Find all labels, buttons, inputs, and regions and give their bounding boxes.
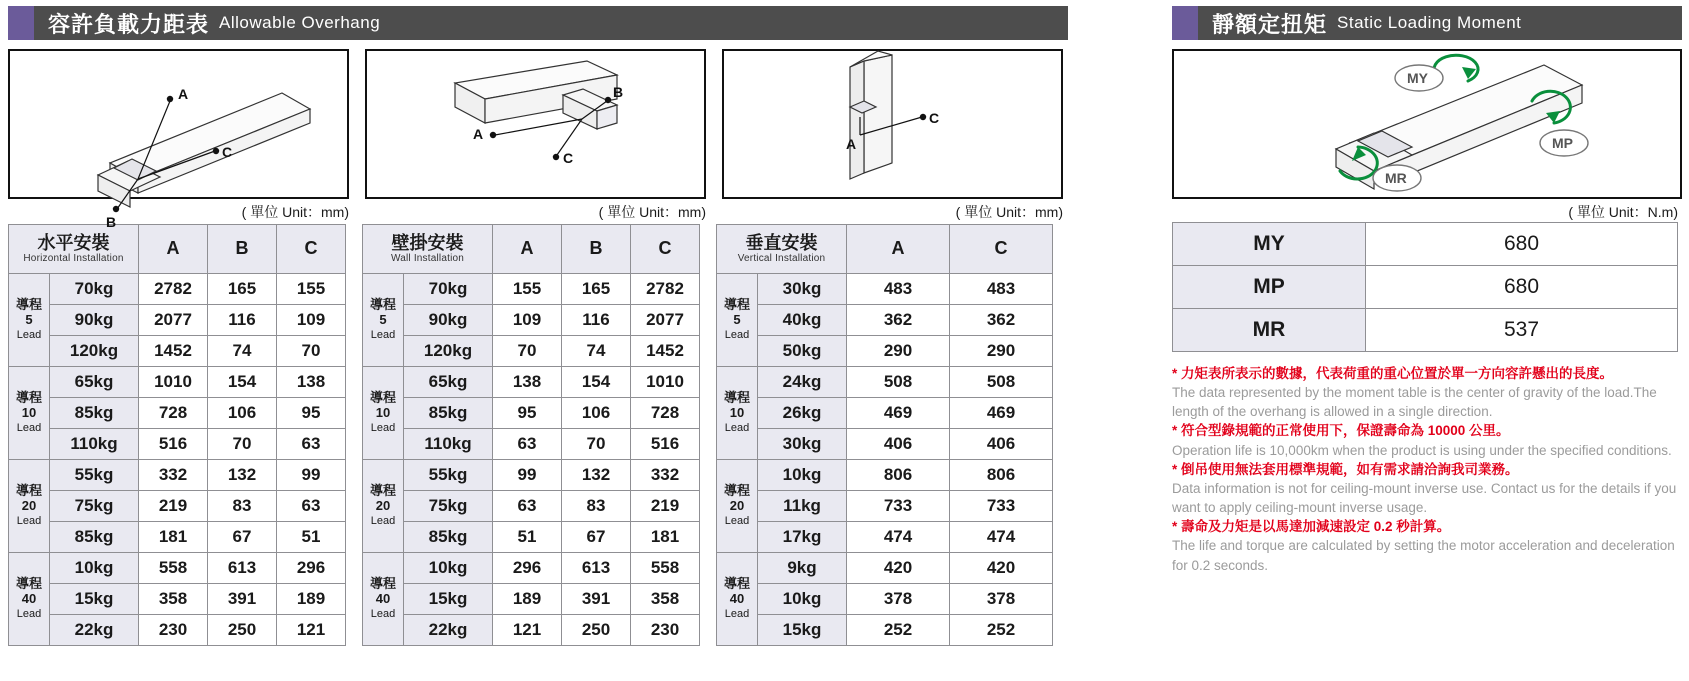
value-cell: 154: [208, 367, 277, 398]
load-cell: 90kg: [50, 305, 139, 336]
moment-value: 537: [1366, 309, 1678, 352]
lead-group-5: 導程 5 Lead: [363, 274, 404, 367]
header-accent-block-right: [1172, 6, 1198, 40]
table-title-cell: [9, 225, 139, 274]
note-cn: * 力矩表所表示的數據，代表荷重的重心位置於單一方向容許懸出的長度。: [1172, 366, 1614, 381]
load-cell: 55kg: [50, 460, 139, 491]
unit-label-wall: ( 單位 Unit：mm): [598, 204, 706, 220]
value-cell: 558: [139, 553, 208, 584]
value-cell: 362: [847, 305, 950, 336]
section-title-en-right: Static Loading Moment: [1337, 13, 1522, 32]
load-cell: 110kg: [50, 429, 139, 460]
note-cn: * 符合型錄規範的正常使用下，保證壽命為 10000 公里。: [1172, 423, 1510, 439]
lead-group-20: 導程 20 Lead: [9, 460, 50, 553]
value-cell: 469: [847, 398, 950, 429]
table-title-cn: 水平安裝: [37, 233, 110, 254]
table-row: [717, 398, 1053, 429]
table-row: [363, 305, 700, 336]
table-row: [9, 305, 346, 336]
note-en: The data represented by the moment table is the center of gravity of the load.The length of the overhang is allowed in a single direction.: [1172, 385, 1657, 420]
table-title-en: Horizontal Installation: [23, 252, 124, 264]
note-cn: * 壽命及力矩是以馬達加減速設定 0.2 秒計算。: [1172, 519, 1451, 535]
value-cell: 70: [493, 336, 562, 367]
load-cell: 85kg: [50, 522, 139, 553]
overhang-table-0: [8, 224, 346, 646]
value-cell: 420: [950, 553, 1053, 584]
svg-text:C: C: [222, 144, 233, 160]
load-cell: 11kg: [758, 491, 847, 522]
value-cell: 613: [562, 553, 631, 584]
value-cell: 109: [277, 305, 346, 336]
value-cell: 95: [493, 398, 562, 429]
table-row: [363, 553, 700, 584]
load-cell: 10kg: [758, 584, 847, 615]
table-row: [363, 491, 700, 522]
moment-row: [1173, 266, 1678, 309]
value-cell: 558: [631, 553, 700, 584]
table-row: [717, 429, 1053, 460]
note-cn: * 倒吊使用無法套用標準規範，如有需求請洽詢我司業務。: [1172, 461, 1519, 477]
table-row: [717, 553, 1053, 584]
value-cell: 121: [493, 615, 562, 646]
column-header-C: C: [950, 225, 1053, 274]
value-cell: 806: [847, 460, 950, 491]
notes-block: [1172, 364, 1678, 575]
table-row: [9, 367, 346, 398]
table-row: [717, 522, 1053, 553]
value-cell: 83: [562, 491, 631, 522]
section-title-cn-right: 靜額定扭矩: [1212, 11, 1328, 37]
table-row: [9, 615, 346, 646]
value-cell: 63: [493, 491, 562, 522]
table-row: [9, 274, 346, 305]
value-cell: 2782: [139, 274, 208, 305]
lead-group-5: 導程 5 Lead: [9, 274, 50, 367]
value-cell: 74: [208, 336, 277, 367]
value-cell: 67: [562, 522, 631, 553]
load-cell: 15kg: [404, 584, 493, 615]
moment-row: [1173, 309, 1678, 352]
table-row: [717, 274, 1053, 305]
table-row: [717, 615, 1053, 646]
value-cell: 138: [493, 367, 562, 398]
header-bar: [34, 6, 1068, 40]
value-cell: 332: [631, 460, 700, 491]
svg-text:B: B: [106, 214, 117, 230]
value-cell: 165: [562, 274, 631, 305]
table-row: [9, 460, 346, 491]
svg-text:MR: MR: [1385, 170, 1407, 186]
table-row: [9, 429, 346, 460]
load-cell: 24kg: [758, 367, 847, 398]
table-row: [363, 522, 700, 553]
value-cell: 116: [208, 305, 277, 336]
unit-label-moment: ( 單位 Unit：N.m): [1568, 204, 1678, 220]
value-cell: 63: [493, 429, 562, 460]
load-cell: 75kg: [404, 491, 493, 522]
table-title-cn: 壁掛安裝: [391, 233, 464, 254]
table-row: [363, 274, 700, 305]
value-cell: 483: [950, 274, 1053, 305]
value-cell: 474: [950, 522, 1053, 553]
svg-text:A: A: [178, 86, 189, 102]
table-row: [9, 553, 346, 584]
load-cell: 85kg: [404, 522, 493, 553]
value-cell: 378: [847, 584, 950, 615]
moment-value: 680: [1366, 266, 1678, 309]
moment-label: MR: [1173, 309, 1366, 352]
lead-group-5: 導程 5 Lead: [717, 274, 758, 367]
column-header-C: C: [631, 225, 700, 274]
load-cell: 70kg: [50, 274, 139, 305]
section-title-cn: 容許負載力距表: [48, 11, 210, 37]
value-cell: 290: [847, 336, 950, 367]
value-cell: 154: [562, 367, 631, 398]
value-cell: 51: [493, 522, 562, 553]
value-cell: 474: [847, 522, 950, 553]
static-moment-header: [1172, 6, 1682, 40]
value-cell: 2077: [139, 305, 208, 336]
value-cell: 132: [562, 460, 631, 491]
value-cell: 508: [950, 367, 1053, 398]
value-cell: 63: [277, 491, 346, 522]
note-en: The life and torque are calculated by setting the motor acceleration and deceleration for 0.2 seconds.: [1172, 538, 1675, 573]
value-cell: 728: [631, 398, 700, 429]
load-cell: 26kg: [758, 398, 847, 429]
load-cell: 65kg: [404, 367, 493, 398]
table-row: [9, 491, 346, 522]
value-cell: 51: [277, 522, 346, 553]
table-row: [9, 398, 346, 429]
value-cell: 99: [277, 460, 346, 491]
value-cell: 516: [139, 429, 208, 460]
value-cell: 733: [847, 491, 950, 522]
value-cell: 189: [493, 584, 562, 615]
load-cell: 10kg: [758, 460, 847, 491]
table-row: [717, 336, 1053, 367]
value-cell: 252: [847, 615, 950, 646]
value-cell: 83: [208, 491, 277, 522]
load-cell: 50kg: [758, 336, 847, 367]
header-accent-block: [8, 6, 34, 40]
load-cell: 70kg: [404, 274, 493, 305]
svg-text:A: A: [473, 126, 484, 142]
lead-group-20: 導程 20 Lead: [717, 460, 758, 553]
value-cell: 1452: [139, 336, 208, 367]
load-cell: 65kg: [50, 367, 139, 398]
moment-label: MY: [1173, 223, 1366, 266]
unit-label-row: [8, 199, 1068, 224]
value-cell: 106: [208, 398, 277, 429]
static-loading-moment-section: [1172, 6, 1682, 575]
svg-text:MY: MY: [1407, 70, 1428, 86]
moment-value: 680: [1366, 223, 1678, 266]
load-cell: 30kg: [758, 429, 847, 460]
column-header-B: B: [208, 225, 277, 274]
load-cell: 9kg: [758, 553, 847, 584]
value-cell: 469: [950, 398, 1053, 429]
table-row: [363, 615, 700, 646]
value-cell: 138: [277, 367, 346, 398]
load-cell: 40kg: [758, 305, 847, 336]
load-cell: 75kg: [50, 491, 139, 522]
table-row: [717, 367, 1053, 398]
value-cell: 358: [139, 584, 208, 615]
moment-label: MP: [1173, 266, 1366, 309]
column-header-B: B: [562, 225, 631, 274]
note-en: Operation life is 10,000km when the product is using under the specified conditions.: [1172, 442, 1672, 458]
table-title-cell: [717, 225, 847, 274]
unit-label-vertical: ( 單位 Unit：mm): [955, 204, 1063, 220]
load-cell: 85kg: [50, 398, 139, 429]
value-cell: 613: [208, 553, 277, 584]
value-cell: 230: [139, 615, 208, 646]
value-cell: 378: [950, 584, 1053, 615]
svg-text:C: C: [563, 150, 574, 166]
table-header-row: [363, 225, 700, 274]
load-cell: 15kg: [758, 615, 847, 646]
column-header-A: A: [847, 225, 950, 274]
value-cell: 728: [139, 398, 208, 429]
moment-row: [1173, 223, 1678, 266]
lead-group-40: 導程 40 Lead: [717, 553, 758, 646]
value-cell: 109: [493, 305, 562, 336]
value-cell: 290: [950, 336, 1053, 367]
value-cell: 95: [277, 398, 346, 429]
value-cell: 1010: [631, 367, 700, 398]
table-row: [363, 584, 700, 615]
table-title-cell: [363, 225, 493, 274]
lead-group-40: 導程 40 Lead: [9, 553, 50, 646]
table-row: [9, 584, 346, 615]
value-cell: 132: [208, 460, 277, 491]
value-cell: 219: [139, 491, 208, 522]
load-cell: 30kg: [758, 274, 847, 305]
svg-text:B: B: [613, 84, 624, 100]
table-row: [363, 460, 700, 491]
value-cell: 2782: [631, 274, 700, 305]
value-cell: 250: [208, 615, 277, 646]
load-cell: 10kg: [404, 553, 493, 584]
value-cell: 296: [493, 553, 562, 584]
value-cell: 250: [562, 615, 631, 646]
note-en: Data information is not for ceiling-mount inverse use. Contact us for the details if you want to apply ceiling-mount inverse usage.: [1172, 480, 1677, 516]
allowable-overhang-header: [8, 6, 1068, 40]
lead-group-40: 導程 40 Lead: [363, 553, 404, 646]
load-cell: 90kg: [404, 305, 493, 336]
table-row: [717, 305, 1053, 336]
column-header-A: A: [493, 225, 562, 274]
table-title-en: Wall Installation: [390, 252, 465, 264]
vertical-mount-diagram: [722, 49, 1063, 199]
table-row: [363, 336, 700, 367]
table-header-row: [717, 225, 1053, 274]
value-cell: 181: [631, 522, 700, 553]
value-cell: 74: [562, 336, 631, 367]
value-cell: 332: [139, 460, 208, 491]
allowable-overhang-section: [8, 6, 1068, 646]
value-cell: 1452: [631, 336, 700, 367]
value-cell: 165: [208, 274, 277, 305]
overhang-tables: [8, 224, 1068, 646]
header-bar-right: [1198, 6, 1682, 40]
value-cell: 406: [847, 429, 950, 460]
value-cell: 483: [847, 274, 950, 305]
overhang-table-2: [716, 224, 1053, 646]
table-row: [9, 336, 346, 367]
value-cell: 219: [631, 491, 700, 522]
value-cell: 106: [562, 398, 631, 429]
value-cell: 406: [950, 429, 1053, 460]
load-cell: 10kg: [50, 553, 139, 584]
value-cell: 2077: [631, 305, 700, 336]
table-row: [363, 367, 700, 398]
load-cell: 22kg: [404, 615, 493, 646]
value-cell: 230: [631, 615, 700, 646]
value-cell: 70: [208, 429, 277, 460]
value-cell: 70: [277, 336, 346, 367]
column-header-C: C: [277, 225, 346, 274]
load-cell: 120kg: [404, 336, 493, 367]
value-cell: 155: [277, 274, 346, 305]
table-row: [717, 460, 1053, 491]
section-title-en: Allowable Overhang: [219, 13, 381, 32]
table-row: [717, 491, 1053, 522]
value-cell: 181: [139, 522, 208, 553]
value-cell: 516: [631, 429, 700, 460]
table-header-row: [9, 225, 346, 274]
load-cell: 120kg: [50, 336, 139, 367]
lead-group-10: 導程 10 Lead: [363, 367, 404, 460]
table-row: [9, 522, 346, 553]
value-cell: 806: [950, 460, 1053, 491]
value-cell: 358: [631, 584, 700, 615]
svg-text:A: A: [846, 136, 857, 152]
load-cell: 17kg: [758, 522, 847, 553]
load-cell: 15kg: [50, 584, 139, 615]
lead-group-10: 導程 10 Lead: [9, 367, 50, 460]
lead-group-20: 導程 20 Lead: [363, 460, 404, 553]
value-cell: 155: [493, 274, 562, 305]
table-row: [363, 398, 700, 429]
column-header-A: A: [139, 225, 208, 274]
static-moment-table: [1172, 222, 1678, 352]
svg-text:MP: MP: [1552, 135, 1573, 151]
value-cell: 391: [562, 584, 631, 615]
moment-diagram: [1172, 49, 1682, 199]
value-cell: 121: [277, 615, 346, 646]
table-title-cn: 垂直安裝: [745, 233, 818, 254]
load-cell: 55kg: [404, 460, 493, 491]
value-cell: 99: [493, 460, 562, 491]
load-cell: 110kg: [404, 429, 493, 460]
value-cell: 63: [277, 429, 346, 460]
table-row: [717, 584, 1053, 615]
value-cell: 508: [847, 367, 950, 398]
unit-label-horizontal: ( 單位 Unit：mm): [241, 204, 349, 220]
value-cell: 733: [950, 491, 1053, 522]
wall-mount-diagram: [365, 49, 706, 199]
load-cell: 85kg: [404, 398, 493, 429]
value-cell: 70: [562, 429, 631, 460]
value-cell: 252: [950, 615, 1053, 646]
lead-group-10: 導程 10 Lead: [717, 367, 758, 460]
value-cell: 116: [562, 305, 631, 336]
load-cell: 22kg: [50, 615, 139, 646]
value-cell: 362: [950, 305, 1053, 336]
value-cell: 189: [277, 584, 346, 615]
table-title-en: Vertical Installation: [737, 252, 826, 264]
svg-text:C: C: [929, 110, 940, 126]
value-cell: 391: [208, 584, 277, 615]
value-cell: 420: [847, 553, 950, 584]
value-cell: 67: [208, 522, 277, 553]
table-row: [363, 429, 700, 460]
value-cell: 1010: [139, 367, 208, 398]
value-cell: 296: [277, 553, 346, 584]
overhang-table-1: [362, 224, 700, 646]
